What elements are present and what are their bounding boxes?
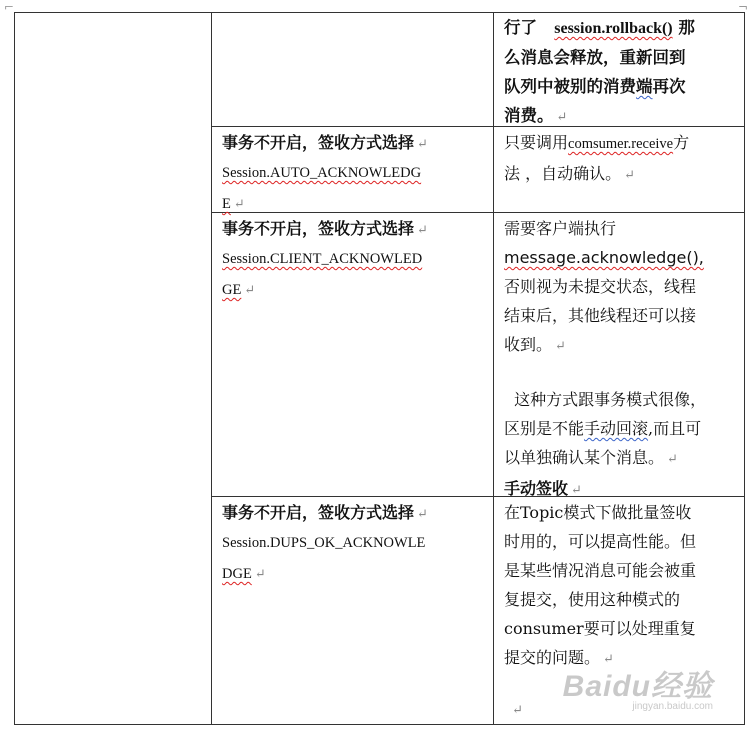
- row3-title-text: 事务不开启，签收方式选择: [222, 219, 415, 238]
- watermark-brand: Baidu经验: [562, 670, 713, 703]
- paragraph-mark: ↵: [556, 110, 568, 125]
- row3-para2-line1: [504, 385, 742, 414]
- paragraph-mark: ↵: [254, 567, 266, 582]
- row4-api-tail: DGE: [222, 566, 252, 582]
- row3-api: Session.CLIENT_ACKNOWLED: [222, 251, 423, 267]
- row3-text: 收到。: [504, 335, 553, 354]
- row4-text: 提交的问题。: [504, 648, 601, 667]
- row1-text: 再次: [652, 77, 686, 96]
- row3-text: 手动回滚: [584, 419, 649, 438]
- table-border-left: [14, 12, 15, 725]
- paragraph-mark: ↵: [624, 168, 635, 183]
- row1-text: 队列中被别的消费: [504, 77, 636, 96]
- paragraph-mark: ↵: [233, 197, 245, 212]
- row3-right-line3: 否则视为未提交状态，线程: [504, 277, 697, 296]
- table-border-right: [744, 12, 745, 725]
- corner-mark-left: ⌐: [4, 0, 15, 14]
- row3-api-tail: GE: [222, 282, 242, 298]
- row3-para2-line2: [504, 414, 742, 443]
- row1-right-cell: [504, 13, 742, 132]
- paragraph-mark: ↵: [603, 652, 614, 667]
- row4-right-line3: 是某些情况消息可能会被重: [504, 561, 697, 580]
- row4-right-line4: 复提交，使用这种模式的: [504, 590, 681, 609]
- paragraph-mark: ↵: [244, 283, 256, 298]
- row1-line2: 么消息会释放，重新回到: [504, 48, 686, 67]
- row2-text: 方: [673, 133, 690, 152]
- row1-line1: [504, 13, 742, 43]
- watermark-url: jingyan.baidu.com: [632, 701, 713, 712]
- row2-title-text: 事务不开启，签收方式选择: [222, 133, 415, 152]
- row3-text: ,而且可: [648, 419, 702, 438]
- row1-line3: [504, 72, 742, 101]
- row2-api: Session.AUTO_ACKNOWLEDG: [222, 165, 422, 181]
- rollback-code: session.rollback(): [554, 20, 673, 37]
- row2-right-line2: [504, 159, 742, 190]
- row1-text: 那: [678, 18, 695, 37]
- paragraph-mark: ↵: [417, 507, 428, 522]
- paragraph-mark: ↵: [417, 137, 428, 152]
- row1-text: 端: [636, 77, 653, 96]
- row2-text: 法 ，自动确认。: [504, 164, 622, 183]
- paragraph-mark: ↵: [571, 483, 582, 498]
- row3-right-cell: [504, 214, 742, 505]
- row1-text: 行了: [504, 18, 537, 37]
- row4-right-line1: 在Topic模式下做批量签收: [504, 503, 692, 522]
- row4-title-text: 事务不开启，签收方式选择: [222, 503, 415, 522]
- baidu-watermark: [563, 661, 713, 712]
- row2-right-cell: [504, 128, 742, 190]
- row3-text: 以单独确认某个消息。: [504, 448, 665, 467]
- row3-right-line5: [504, 330, 742, 361]
- row2-title: [222, 128, 490, 159]
- manual-ack-label: 手动签收: [504, 479, 569, 498]
- row4-right-line2: 时用的，可以提高性能。但: [504, 532, 697, 551]
- row3-left-cell: [222, 214, 490, 305]
- receive-code: comsumer.receive: [568, 136, 674, 152]
- row2-right-line1: [504, 128, 742, 159]
- row2-text: 只要调用: [504, 133, 569, 152]
- row1-text: 消费。: [504, 106, 554, 125]
- column-divider-1: [211, 12, 212, 725]
- row3-title: [222, 214, 490, 245]
- row4-api: Session.DUPS_OK_ACKNOWLE: [222, 535, 426, 551]
- row3-right-line1: 需要客户端执行: [504, 219, 617, 238]
- paragraph-mark: ↵: [417, 223, 428, 238]
- row3-right-line4: 结束后，其他线程还可以接: [504, 306, 697, 325]
- paragraph-mark: ↵: [555, 339, 566, 354]
- row4-right-line5: consumer要可以处理重复: [504, 619, 696, 638]
- row3-para2-line3: [504, 443, 742, 474]
- row3-text: 这种方式跟事务模式很像，: [514, 390, 707, 409]
- corner-mark-right: ¬: [738, 0, 749, 14]
- row4-api-end: [222, 558, 490, 589]
- column-divider-2: [493, 12, 494, 725]
- row2-left-cell: [222, 128, 490, 219]
- row3-api-end: [222, 274, 490, 305]
- row4-left-cell: [222, 498, 490, 589]
- blank-line: [504, 361, 742, 385]
- row4-title: [222, 498, 490, 529]
- row2-api-tail: E: [222, 196, 231, 212]
- acknowledge-code: message.acknowledge(),: [504, 248, 704, 267]
- paragraph-mark: ↵: [512, 703, 523, 718]
- row3-text: 区别是不能: [504, 419, 585, 438]
- paragraph-mark: ↵: [667, 452, 678, 467]
